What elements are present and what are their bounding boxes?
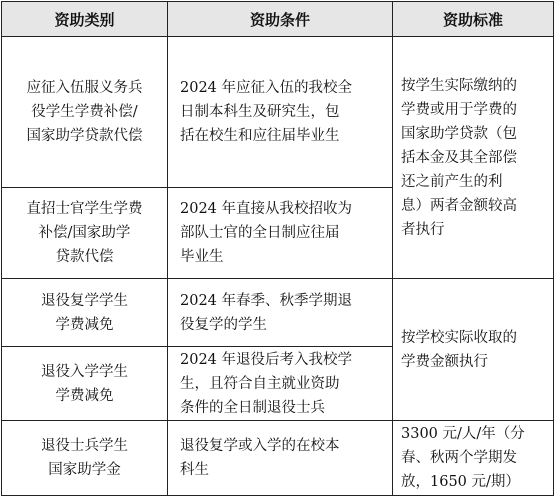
category-line: 退役士兵学生 — [41, 438, 128, 454]
category-cell — [2, 37, 168, 188]
standard-line: 按学校实际收取的 — [401, 329, 517, 346]
standard-line: 学费或用于学费的 — [401, 101, 517, 118]
category-line: 国家助学贷款代偿 — [26, 128, 143, 144]
standard-cell — [393, 37, 554, 279]
category-line: 退役入学学生 — [41, 363, 128, 380]
condition-line: 退役复学或入学的在校本 — [180, 438, 340, 454]
condition-cell — [168, 421, 393, 496]
condition-line: 2024 年春季、秋季学期退 — [180, 292, 353, 309]
condition-line: 2024 年应征入伍的我校全 — [180, 80, 353, 96]
table-header-row — [2, 2, 554, 37]
header-standard: 资助标准 — [393, 2, 554, 37]
table-row — [2, 37, 554, 188]
condition-line: 2024 年退役后考入我校学 — [180, 351, 353, 368]
condition-line: 2024 年直接从我校招收为 — [180, 201, 353, 217]
condition-line: 括在校生和应往届毕业生 — [180, 128, 340, 144]
standard-line: 国家助学贷款（包 — [401, 125, 517, 142]
standard-cell — [393, 421, 554, 496]
category-cell — [2, 421, 168, 496]
standard-cell — [393, 279, 554, 421]
category-line: 应征入伍服义务兵 — [26, 80, 143, 96]
category-line: 学费减免 — [55, 387, 114, 404]
standard-line: 息）两者金额较高 — [401, 197, 517, 214]
condition-line: 科生 — [180, 462, 209, 478]
subsidy-table — [1, 1, 554, 496]
category-line: 贷款代偿 — [55, 249, 114, 265]
category-cell — [2, 188, 168, 279]
condition-line: 日制本科生及研究生，包 — [180, 104, 340, 120]
standard-line: 按学生实际缴纳的 — [401, 77, 517, 94]
category-cell — [2, 347, 168, 421]
header-category: 资助类别 — [2, 2, 168, 37]
header-condition: 资助条件 — [168, 2, 393, 37]
table-row — [2, 279, 554, 347]
standard-line: 还之前产生的利 — [401, 173, 503, 190]
condition-line: 役复学的学生 — [180, 316, 267, 333]
standard-line: 放，1650 元/期） — [401, 474, 520, 490]
condition-cell — [168, 37, 393, 188]
category-line: 退役复学学生 — [41, 292, 128, 309]
category-line: 役学生学费补偿/ — [31, 104, 138, 120]
condition-cell — [168, 188, 393, 279]
condition-line: 部队士官的全日制应往届 — [180, 225, 340, 241]
standard-line: 学费金额执行 — [401, 353, 488, 370]
category-line: 学费减免 — [55, 316, 114, 333]
category-line: 国家助学金 — [48, 462, 121, 478]
condition-cell — [168, 347, 393, 421]
table-row — [2, 421, 554, 496]
category-line: 补偿/国家助学 — [38, 225, 131, 241]
standard-line: 3300 元/人/年（分 — [401, 426, 525, 442]
condition-cell — [168, 279, 393, 347]
category-cell — [2, 279, 168, 347]
standard-line: 春、秋两个学期发 — [401, 450, 517, 466]
condition-line: 条件的全日制退役士兵 — [180, 399, 325, 416]
condition-line: 毕业生 — [180, 249, 224, 265]
category-line: 直招士官学生学费 — [26, 201, 143, 217]
standard-line: 者执行 — [401, 221, 445, 238]
condition-line: 生，且符合自主就业资助 — [180, 375, 340, 392]
standard-line: 括本金及其全部偿 — [401, 149, 517, 166]
